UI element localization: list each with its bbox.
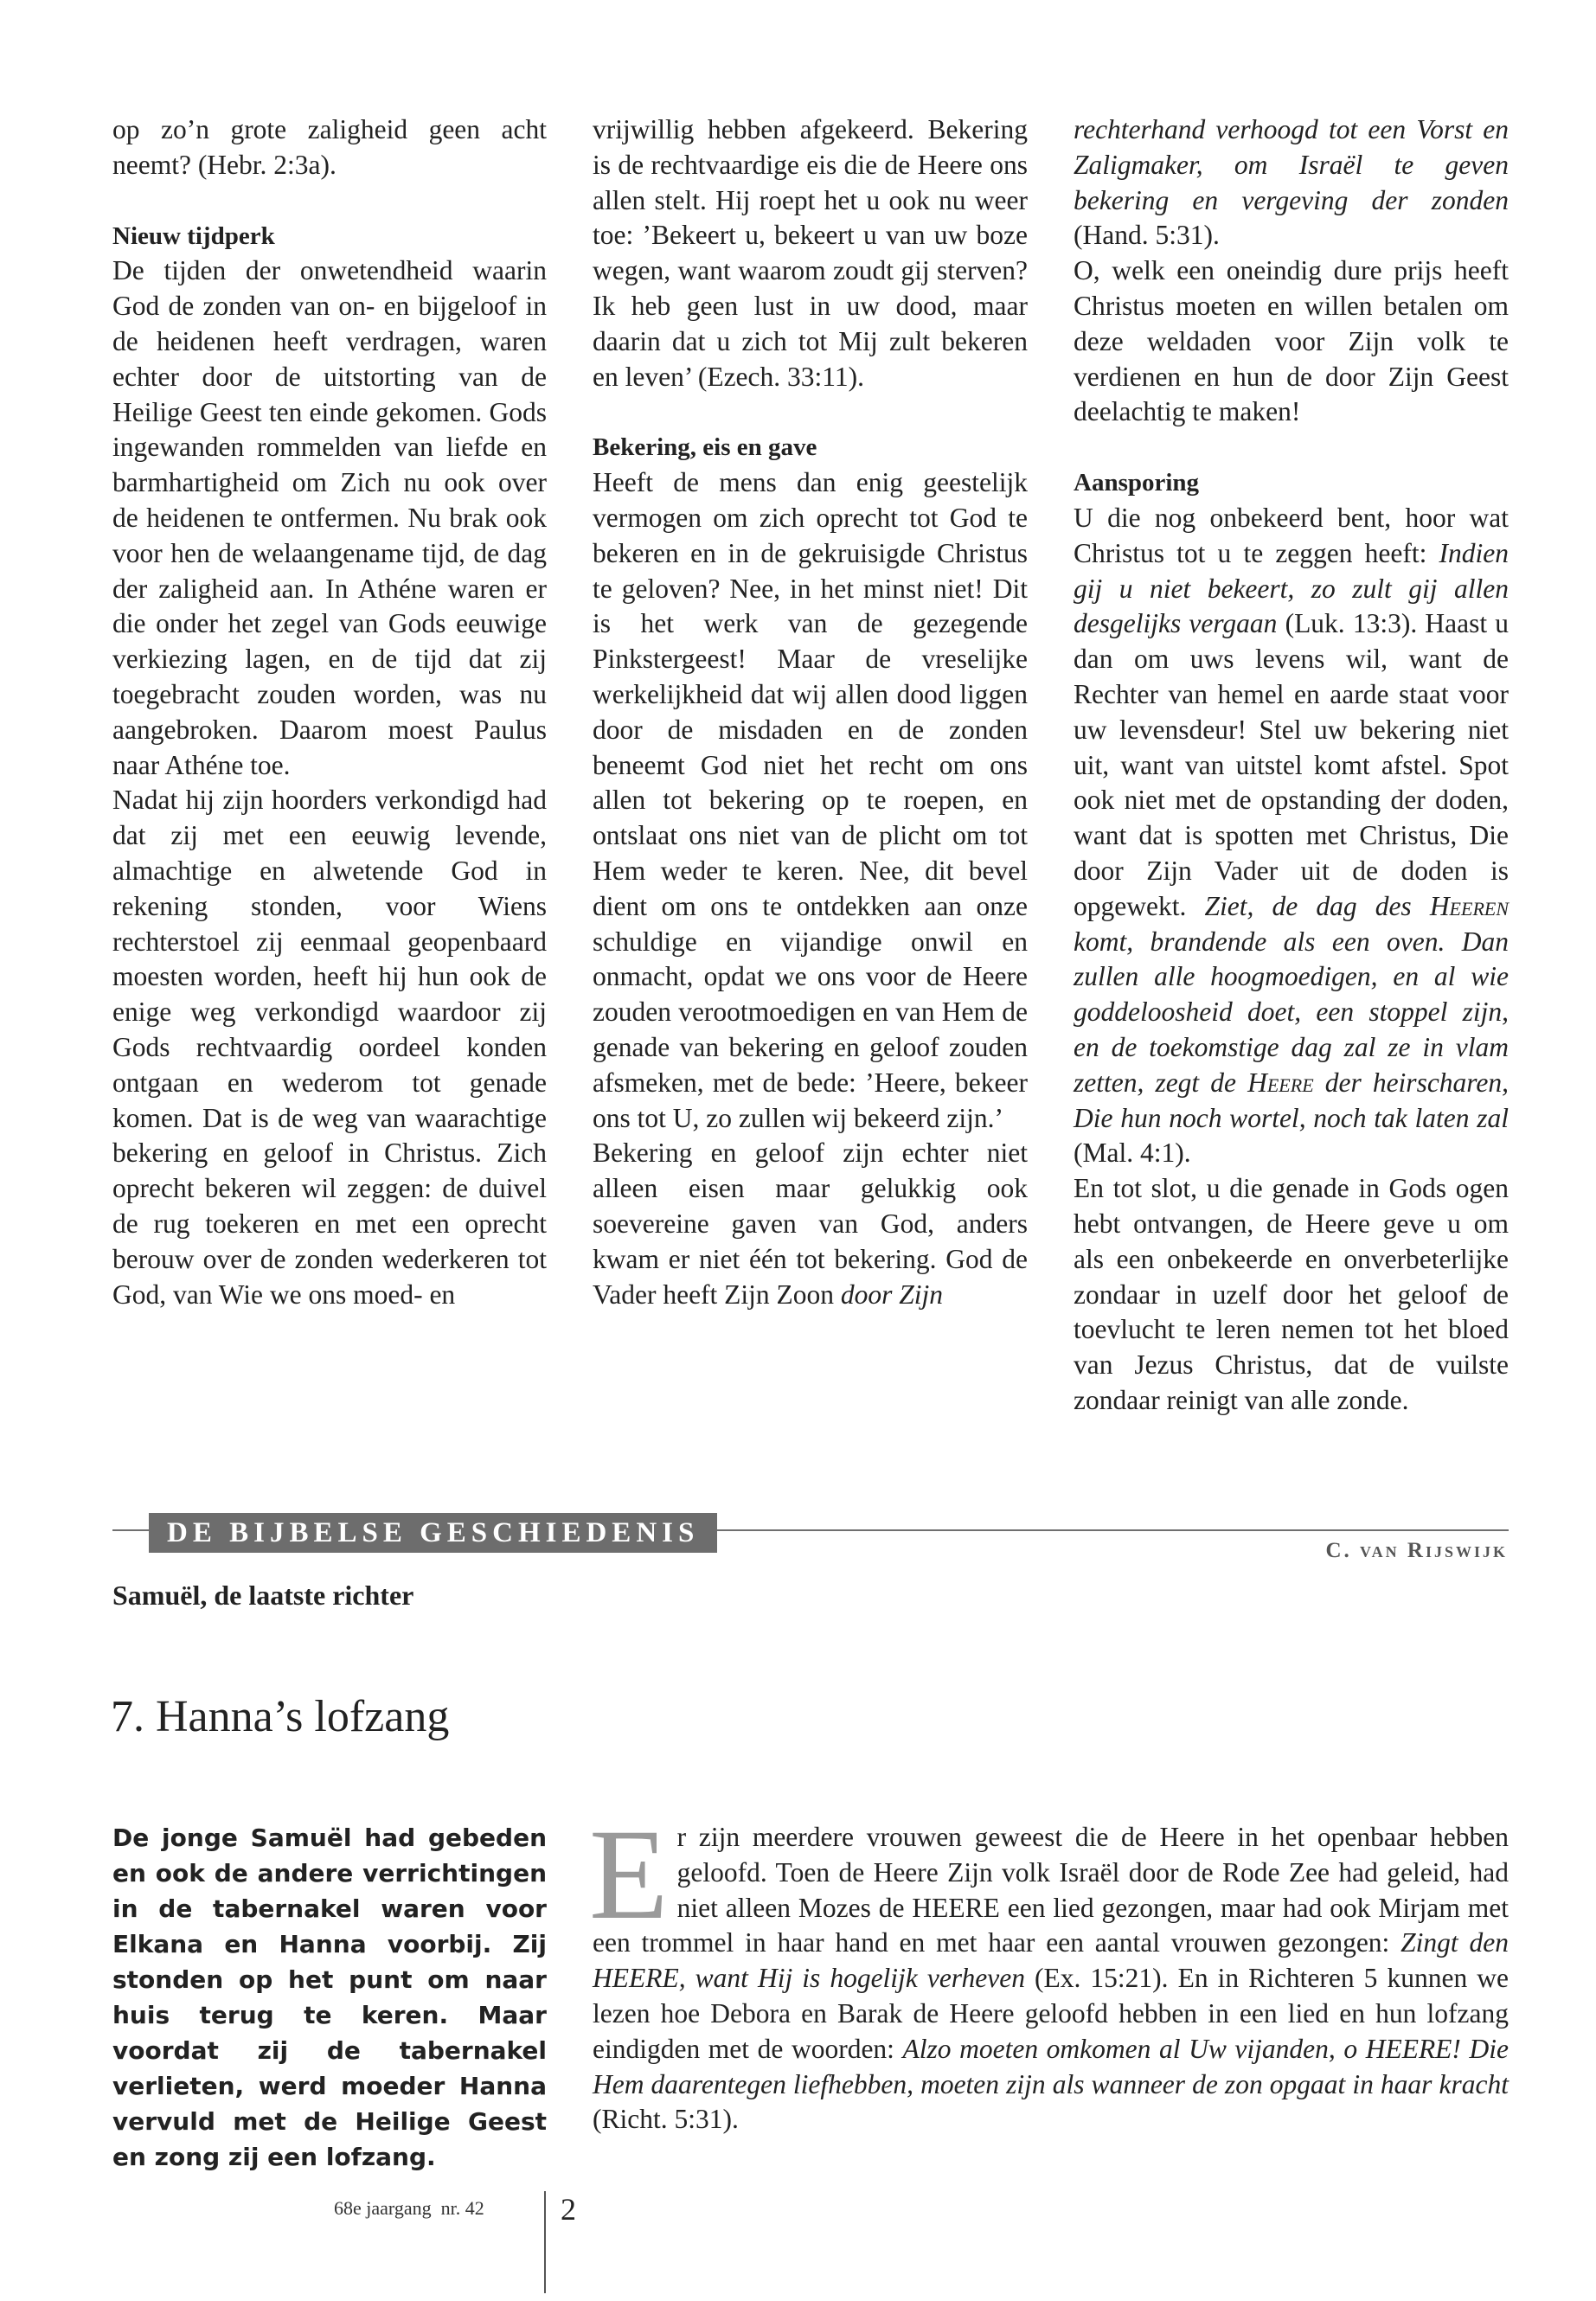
reference: (Richt. 5:31).: [593, 2104, 739, 2135]
article-title: 7. Hanna’s lofzang: [111, 1692, 450, 1741]
scripture-quote: Alzo moeten omkomen al Uw vijanden, o HEERE! Die Hem daarentegen liefhebben, moeten zijn als wanneer de zon opgaat in haar kracht: [593, 2033, 1509, 2099]
small-caps-heere: Heere: [1247, 1067, 1314, 1098]
page-number: 2: [561, 2192, 576, 2227]
paragraph: [593, 1136, 1028, 1312]
scripture-quote: Indien gij u niet bekeert, zo zult gij allen desgelijks vergaan: [1074, 537, 1509, 639]
text: r zijn meerdere vrouwen geweest die de Heere in het openbaar hebben geloofd. Toen de Heere Zijn volk Israël door de Rode Zee had geleid, had niet alleen Mozes de HEERE een lied gezongen, maar had ook Mirjam met een trommel in haar hand en met haar een aantal vrouwen gezongen:: [593, 1822, 1509, 1958]
series-title: Samuël, de laatste richter: [112, 1580, 414, 1611]
paragraph: vrijwillig hebben afgekeerd. Bekering is de rechtvaardige eis die de Heere ons allen stelt. Hij roept het u ook nu weer toe: ’Bekeert u, bekeert u van uw boze wegen, want waarom zoudt gij sterven? Ik heb geen lust in uw dood, maar daarin dat u zich tot Mij zult bekeren en leven’ (Ezech. 33:11).: [593, 114, 1028, 392]
footer-divider: [544, 2191, 546, 2293]
paragraph: O, welk een oneindig dure prijs heeft Christus moeten en willen betalen om deze weldaden voor Zijn volk te verdienen en hun de door Zijn Geest deelachtig te maken!: [1074, 255, 1509, 427]
paragraph: op zo’n grote zaligheid geen acht neemt? (Hebr. 2:3a).: [112, 114, 547, 180]
paragraph: [1074, 112, 1509, 253]
subheading-bekering: Bekering, eis en gave: [593, 433, 817, 462]
paragraph: De tijden der onwetendheid waarin God de zonden van on- en bijgeloof in de heidenen heeft verdragen, waren echter door de uitstorting van de Heilige Geest ten einde gekomen. Gods ingewanden rommelden van liefde en barmhartigheid om Zich nu ook over de heidenen te ontfermen. Nu brak ook voor hen de welaangename tijd, de dag der zaligheid aan. In Athéne waren er die onder het zegel van Gods eeuwige verkiezing lagen, en de tijd dat zij toegebracht zouden worden, was nu aangebroken. Daarom moest Paulus naar Athéne toe.: [112, 255, 547, 780]
subheading-aansporing: Aansporing: [1074, 469, 1200, 497]
text: der heirscharen, Die hun noch wortel, noch tak laten zal: [1074, 1067, 1509, 1133]
scripture-quote: Zingt den HEERE, want Hij is hogelijk verheven: [593, 1927, 1509, 1994]
paragraph: Heeft de mens dan enig geestelijk vermogen om zich oprecht tot God te bekeren en in de gekruisigde Christus te geloven? Nee, in het minst niet! Dit is het werk van de gezegende Pinkstergeest! Maar de vreselijke werkelijkheid dat wij allen dood liggen door de misdaden en de zonden beneemt God niet het recht om ons allen tot bekering op te roepen, en ontslaat ons niet van de plicht om tot Hem weder te keren. Nee, dit bevel dient om ons te ontdekken aan onze schuldige en vijandige onwil en onmacht, opdat we ons voor de Heere zouden verootmoedigen en van Hem de genade van bekering en geloof zouden afsmeken, met de bede: ’Heere, bekeer ons tot U, zo zullen wij bekeerd zijn.’: [593, 467, 1028, 1133]
subheading-nieuw-tijdperk: Nieuw tijdperk: [112, 221, 275, 250]
reference: (Hand. 5:31).: [1074, 220, 1220, 251]
reference: (Mal. 4:1).: [1074, 1138, 1191, 1169]
text: Bekering en geloof zijn echter niet alleen eisen maar gelukkig ook soevereine gaven van God, anders kwam er niet één tot bekering. God de Vader heeft Zijn Zoon: [593, 1138, 1028, 1310]
text: U die nog onbekeerd bent, hoor wat Christus tot u te zeggen heeft:: [1074, 502, 1509, 568]
text: (Ex. 15:21). En in Richteren 5 kunnen we lezen hoe Debora en Barak de Heere geloofd hebben in een lied en hun lofzang eindigden met de woorden:: [593, 1963, 1509, 2064]
column-3: [1074, 112, 1509, 1419]
text: (Luk. 13:3). Haast u dan om uws levens wil, want de Rechter van hemel en aarde staat voor uw levensdeur! Stel uw bekering niet uit, want van uitstel komt afstel. Spot ook niet met de opstanding der doden, want dat is spotten met Christus, Die door Zijn Vader uit de doden is opgewekt.: [1074, 608, 1509, 921]
scripture-quote: door Zijn: [840, 1279, 944, 1310]
text: Ziet, de dag des: [1204, 890, 1430, 921]
paragraph: En tot slot, u die genade in Gods ogen hebt ontvangen, de Heere geve u om als een onbekeerde en onverbeterlijke zondaar in uzelf door het geloof de toevlucht te leren nemen tot het bloed van Jezus Christus, dat de vuilste zondaar reinigt van alle zonde.: [1074, 1173, 1509, 1415]
issue-label: 68e jaargang nr. 42: [334, 2197, 484, 2219]
section-label: DE BIJBELSE GESCHIEDENIS: [149, 1513, 717, 1553]
paragraph: [1074, 501, 1509, 1171]
intro-paragraph: De jonge Samuël had gebeden en ook de andere verrichtingen in de tabernakel waren voor Elkana en Hanna voorbij. Zij stonden op het punt om naar huis terug te keren. Maar voordat zij de tabernakel verlieten, werd moeder Hanna vervuld met de Heilige Geest en zong zij een lofzang.: [112, 1823, 547, 2171]
article-body: [589, 1803, 1509, 2138]
text: komt, brandende als een oven. Dan zullen alle hoogmoedigen, en al wie goddeloosheid doet, een stoppel zijn, en de toekomstige dag zal ze in vlam zetten, zegt de: [1074, 926, 1509, 1098]
drop-cap: E: [589, 1803, 669, 1946]
author-name: C. van Rijswijk: [1325, 1539, 1508, 1562]
scripture-quote: rechterhand verhoogd tot een Vorst en Zaligmaker, om Israël te geven bekering en vergeving der zonden: [1074, 114, 1509, 215]
column-2: [593, 112, 1028, 1312]
small-caps-heeren: Heeren: [1429, 890, 1509, 921]
scripture-quote: [1074, 891, 1509, 1133]
column-1: [112, 112, 547, 1312]
paragraph: Nadat hij zijn hoorders verkondigd had dat zij met een eeuwig levende, almachtige en alwetende God in rekening stonden, voor Wiens rechterstoel zij eenmaal geopenbaard moesten worden, heeft hij hun ook de enige weg verkondigd waardoor zij Gods rechtvaardig oordeel konden ontgaan en wederom tot genade komen. Dat is de weg van waarachtige bekering en geloof in Christus. Zich oprecht bekeren wil zeggen: de duivel de rug toekeren en met een oprecht berouw over de zonden wederkeren tot God, van Wie we ons moed- en: [112, 785, 547, 1310]
